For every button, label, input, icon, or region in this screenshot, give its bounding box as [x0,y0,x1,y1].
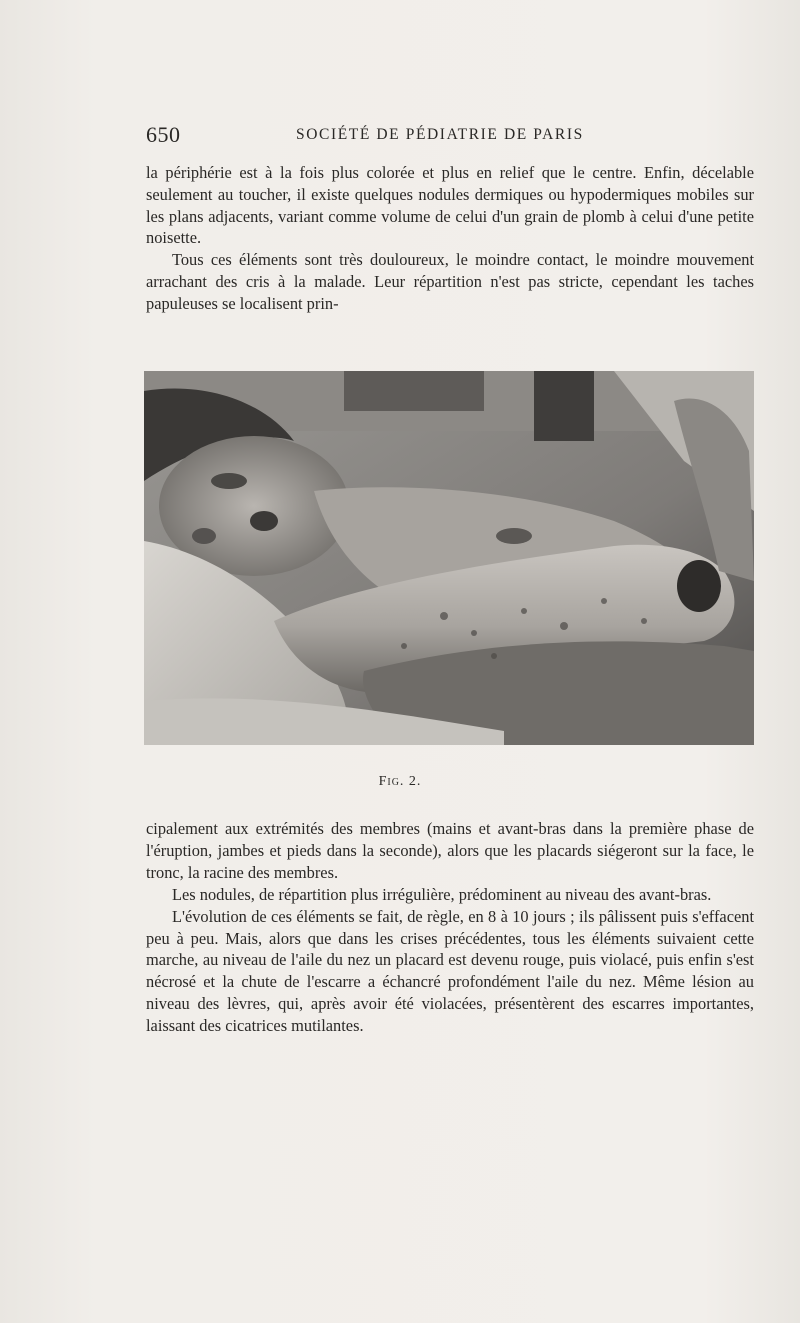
page-number: 650 [146,122,181,147]
paragraph: la périphérie est à la fois plus colorée et plus en relief que le centre. Enfin, décelable seulement au toucher, il existe quelques nodules dermiques ou hypodermiques mobiles sur les plans adjacents, variant comme volume de celui d'un grain de plomb à celui d'une petite noisette. [146,163,754,248]
paragraph: Les nodules, de répartition plus irrégulière, prédominent au niveau des avant-bras. [172,884,712,904]
caption-text: Fig. 2. [378,774,422,789]
body-text-top [146,162,754,315]
paragraph: Tous ces éléments sont très douloureux, le moindre contact, le moindre mouvement arrachant des cris à la malade. Leur répartition n'est pas stricte, cependant les taches papuleuses se localisent prin- [146,250,754,313]
figure-photograph [144,371,754,745]
running-title: SOCIÉTÉ DE PÉDIATRIE DE PARIS [296,126,584,143]
paragraph: cipalement aux extrémités des membres (mains et avant-bras dans la première phase de l'éruption, jambes et pieds dans la seconde), alors que les placards siégeront sur la face, le tronc, la racine des membres. [146,819,754,882]
body-text-bottom [146,818,754,1037]
paragraph: L'évolution de ces éléments se fait, de règle, en 8 à 10 jours ; ils pâlissent puis s'effacent peu à peu. Mais, alors que dans les crises précédentes, tous les éléments suivaient cette marche, au niveau de l'aile du nez un placard est devenu rouge, puis violacé, puis enfin s'est nécrosé et la chute de l'escarre a échancré profondément l'aile du nez. Même lésion au niveau des lèvres, qui, après avoir été violacées, présentèrent des escarres importantes, laissant des cicatrices mutilantes. [146,906,754,1036]
figure-caption [0,774,800,790]
page-header [146,122,754,152]
patient-photograph [144,371,754,745]
